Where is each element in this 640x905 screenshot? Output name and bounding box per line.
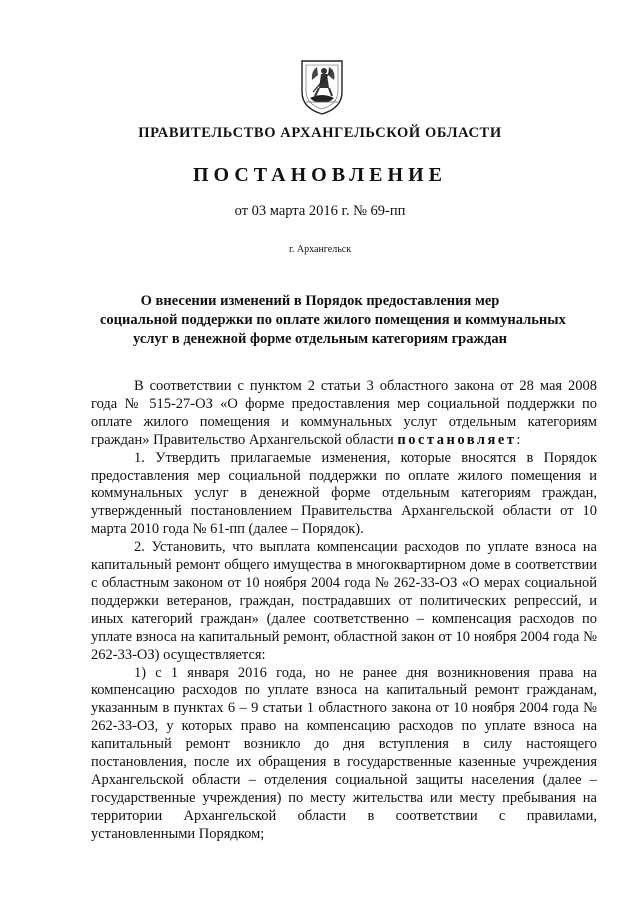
clause-2: 2. Установить, что выплата компенсации расходов по уплате взноса на капитальный ремонт общего имущества в многоквартирном доме в соответствии с областным законом от 10 ноября 2004 года № 262-33-ОЗ «О мерах социальной поддержки ветеранов, граждан, пострадавших от политических репрессий, и иных категорий граждан» (далее соответственно – компенсация расходов по уплате взноса на капитальный ремонт, областной закон от 10 ноября 2004 года № 262-33-ОЗ) осуществляется: bbox=[91, 539, 597, 663]
document-title bbox=[100, 292, 566, 349]
clause-1: 1. Утвердить прилагаемые изменения, которые вносятся в Порядок предоставления мер социальной поддержки по оплате жилого помещения и коммунальных услуг в денежной форме отдельным категориям граждан, утвержденный постановлением Правительства Архангельской области от 10 марта 2010 года № 61-пп (далее – Порядок). bbox=[91, 449, 597, 538]
document-body bbox=[91, 378, 597, 844]
clause-2-item-1: 1) с 1 января 2016 года, но не ранее дня возникновения права на компенсацию расходов по уплате взноса на капитальный ремонт гражданам, указанным в пунктах 6 – 9 статьи 1 областного закона от 10 ноября 2004 года № 262-33-ОЗ, у которых право на компенсацию расходов по уплате взноса на капитальный ремонт возникло до дня вступления в силу настоящего постановления, после их обращения в государственные казенные учреждения Архангельской области – отделения социальной защиты населения (далее – государственные учреждения) по месту жительства или месту пребывания на территории Архангельской области в соответствии с правилами, установленными Порядком; bbox=[91, 664, 597, 842]
title-line: услуг в денежной форме отдельным категориям граждан bbox=[133, 331, 507, 347]
preamble-paragraph bbox=[91, 378, 597, 450]
title-line: О внесении изменений в Порядок предоставления мер bbox=[140, 293, 500, 309]
organization-name: ПРАВИТЕЛЬСТВО АРХАНГЕЛЬСКОЙ ОБЛАСТИ bbox=[138, 125, 502, 141]
preamble-text: В соответствии с пунктом 2 статьи 3 областного закона от 28 мая 2008 года № 515-27-ОЗ «О форме предоставления мер социальной поддержки по оплате жилого помещения и коммунальных услуг отдельным категориям граждан» Правительство Архангельской области bbox=[91, 378, 597, 448]
document-city: г. Архангельск bbox=[288, 244, 352, 255]
coat-of-arms-icon bbox=[299, 58, 345, 116]
resolves-keyword: постановляет bbox=[397, 431, 517, 448]
document-type: ПОСТАНОВЛЕНИЕ bbox=[193, 164, 447, 186]
title-line: социальной поддержки по оплате жилого помещения и коммунальных bbox=[100, 312, 566, 328]
document-date-number: от 03 марта 2016 г. № 69-пп bbox=[234, 203, 406, 219]
preamble-colon: : bbox=[516, 431, 521, 448]
